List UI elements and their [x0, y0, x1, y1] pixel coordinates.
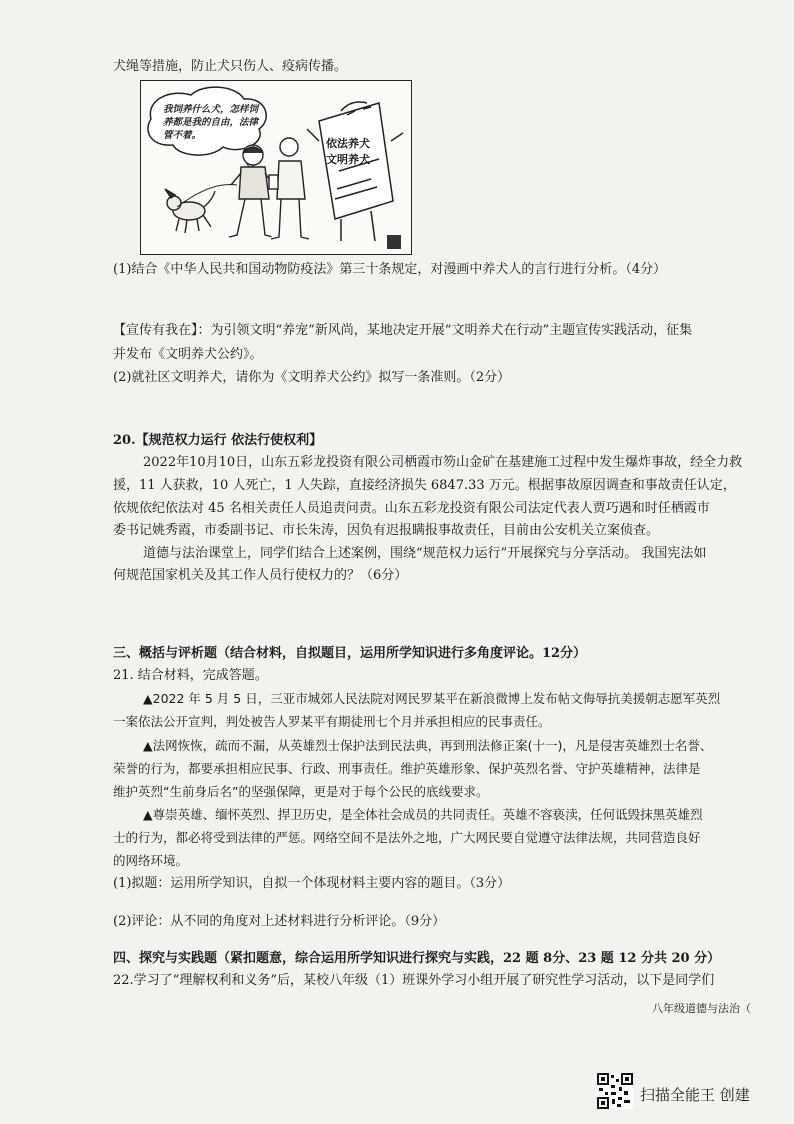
text-line: 【宣传有我在】：为引领文明“养宠”新风尚，某地决定开展“文明养犬在行动”主题宣传实践活动，征集 [113, 323, 693, 338]
text-line: 士的行为，都必将受到法律的严惩。网络空间不是法外之地，广大网民要自觉遵守法律法规，共同营造良好 [113, 830, 701, 845]
text-line: 依规依纪依法对 45 名相关责任人员追责问责。山东五彩龙投资有限公司法定代表人贾巧遇和时任栖霞市 [113, 501, 710, 516]
cartoon-illustration [140, 80, 412, 255]
text-line: 2022年10月10日，山东五彩龙投资有限公司栖霞市笏山金矿在基建施工过程中发生爆炸事故，经全力救 [143, 455, 743, 470]
question-22: 22.学习了“理解权利和义务”后，某校八年级（1）班课外学习小组开展了研究性学习活动，以下是同学们 [113, 973, 715, 988]
text-line: 犬绳等措施，防止犬只伤人、疫病传播。 [113, 59, 348, 74]
page-footer-label: 八年级道德与法治（ [652, 1002, 751, 1015]
text-line: ▲法网恢恢，疏而不漏，从英雄烈士保护法到民法典，再到刑法修正案(十一)，凡是侵害英雄烈士名誉、 [143, 738, 713, 753]
question-21-1: (1)拟题：运用所学知识，自拟一个体现材料主要内容的题目。（3分） [113, 876, 511, 891]
text-line: 援，11 人获救，10 人死亡，1 人失踪，直接经济损失 6847.33 万元。根据事故原因调查和事故责任认定， [113, 478, 736, 493]
text-line: 并发布《文明养犬公约》。 [113, 347, 263, 362]
text-line: 的网络环境。 [113, 853, 189, 868]
sign-line-1: 依法养犬 [326, 137, 370, 150]
qr-code-icon [597, 1073, 633, 1109]
text-line: ▲尊崇英雄、缅怀英烈、捍卫历史，是全体社会成员的共同责任。英雄不容亵渎，任何诋毁抹黑英雄烈 [143, 807, 703, 822]
question-19-1: (1)结合《中华人民共和国动物防疫法》第三十条规定，对漫画中养犬人的言行进行分析。（4分） [113, 262, 667, 277]
text-line: 荣誉的行为，都要承担相应民事、行政、刑事责任。维护英雄形象、保护英烈名誉、守护英雄精神，法律是 [113, 761, 701, 776]
section-4-title: 四、探究与实践题（紧扣题意，综合运用所学知识进行探究与实践，22 题 8分、23 题 12 分共 20 分） [113, 951, 721, 966]
scanner-watermark: 扫描全能王 创建 [640, 1086, 750, 1104]
question-20-title: 20.【规范权力运行 依法行使权利】 [113, 433, 323, 448]
section-3-title: 三、概括与评析题（结合材料，自拟题目，运用所学知识进行多角度评论。12分） [113, 646, 587, 661]
text-line: 一案依法公开宣判，判处被告人罗某平有期徒刑七个月并承担相应的民事责任。 [113, 714, 551, 729]
question-19-2: (2)就社区文明养犬，请你为《文明养犬公约》拟写一条准则。（2分） [113, 370, 511, 385]
question-20: 何规范国家机关及其工作人员行使权力的？（6分） [113, 568, 408, 583]
text-line: 维护英烈“生前身后名”的坚强保障，更是对于每个公民的底线要求。 [113, 784, 489, 799]
sign-line-2: 文明养犬 [326, 153, 370, 166]
thought-bubble-text: 我饲养什么犬，怎样饲养都是我的自由，法律管不着。 [163, 104, 259, 141]
text-line: 委书记姚秀霞，市委副书记、市长朱涛，因负有迟报瞒报事故责任，目前由公安机关立案侦查。 [113, 523, 660, 538]
question-21-2: (2)评论：从不同的角度对上述材料进行分析评论。（9分） [113, 914, 446, 929]
text-line: ▲2022 年 5 月 5 日，三亚市城郊人民法院对网民罗某平在新浪微博上发布帖文侮辱抗美援朝志愿军英烈 [143, 691, 721, 706]
question-21-head: 21. 结合材料，完成答题。 [113, 668, 268, 683]
text-line: 道德与法治课堂上，同学们结合上述案例，围绕“规范权力运行”开展探究与分享活动。 我国宪法如 [143, 546, 707, 561]
